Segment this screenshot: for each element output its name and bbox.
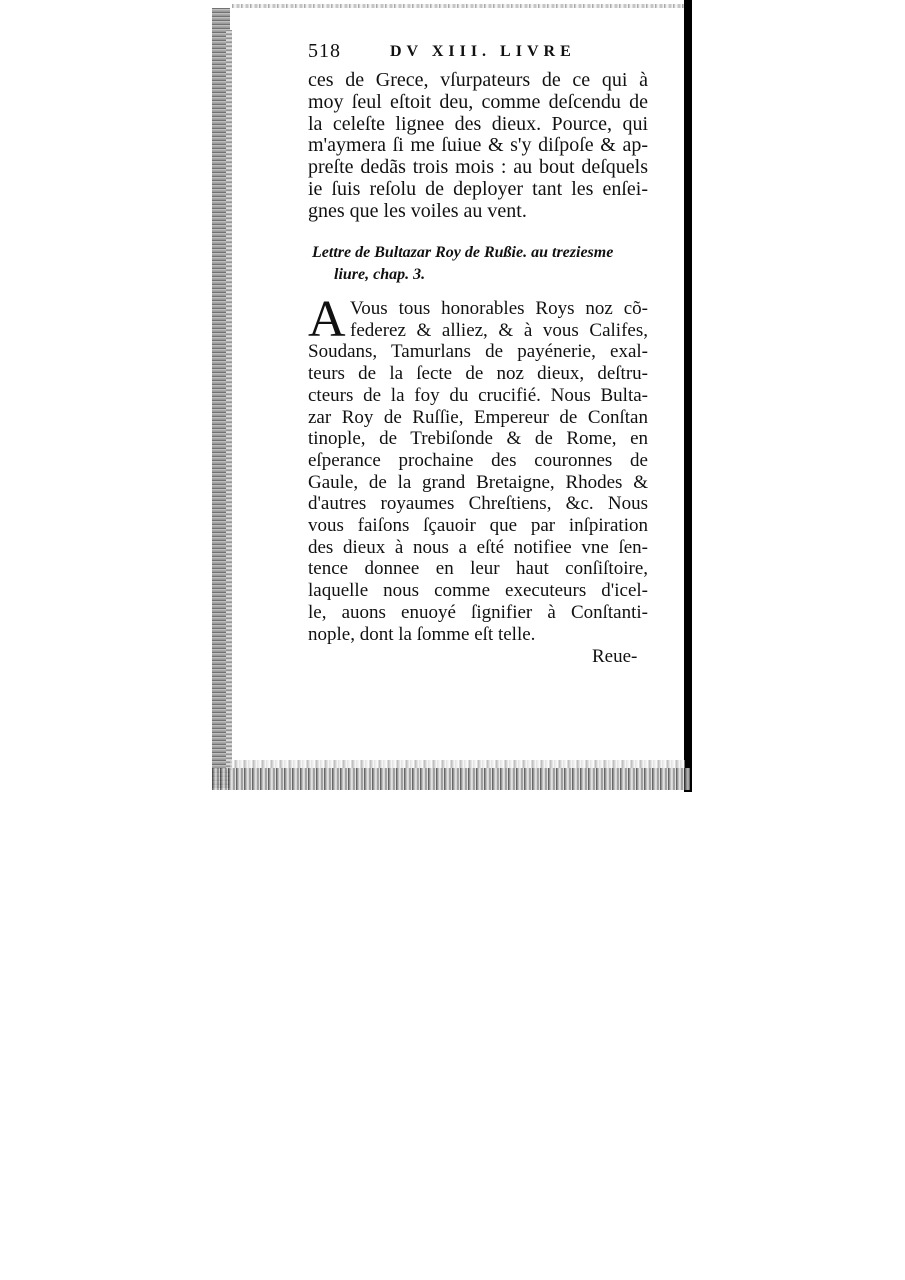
page-top-edge xyxy=(232,4,687,8)
text-line: Vous tous honorables Roys noz cõ- xyxy=(350,298,648,319)
letter-body xyxy=(308,291,648,645)
text-line: la celeſte lignee des dieux. Pource, qui xyxy=(308,112,648,135)
page-binding-shadow xyxy=(226,30,232,770)
catchword: Reue- xyxy=(592,646,638,667)
text-line: federez & alliez, & à vous Califes, xyxy=(350,319,648,341)
text-line: teurs de la ſecte de noz dieux, deſtru- xyxy=(308,363,648,385)
text-line: gnes que les voiles au vent. xyxy=(308,199,527,222)
text-line: tinople, de Trebiſonde & de Rome, en xyxy=(308,428,648,450)
text-line: eſperance prochaine des couronnes de xyxy=(308,449,648,471)
page-bottom-shadow xyxy=(230,760,685,768)
text-line: des dieux à nous a eſté notifiee vne ſen- xyxy=(308,536,648,558)
text-line: ces de Grece, vſurpateurs de ce qui à xyxy=(308,69,648,91)
text-line: Gaule, de la grand Bretaigne, Rhodes & xyxy=(308,471,648,493)
text-line: laquelle nous comme executeurs d'icel- xyxy=(308,580,648,602)
heading-line-1: Lettre de Bultazar Roy de Rußie. au treziesme xyxy=(312,244,614,261)
running-head: DV XIII. LIVRE xyxy=(390,43,576,60)
text-line: d'autres royaumes Chreſtiens, &c. Nous xyxy=(308,493,648,515)
page-number: 518 xyxy=(308,40,341,62)
section-heading xyxy=(312,242,652,286)
text-line: ie ſuis reſolu de deployer tant les enſei- xyxy=(308,177,648,200)
text-line: cteurs de la foy du crucifié. Nous Bulta- xyxy=(308,384,648,406)
drop-cap: A xyxy=(308,291,346,348)
page-right-edge xyxy=(684,0,692,792)
text-line: le, auons enuoyé ſignifier à Conſtanti- xyxy=(308,601,648,623)
text-line: preſte dedãs trois mois : au bout deſquels xyxy=(308,156,648,179)
page-header xyxy=(308,40,648,64)
text-line: nople, dont la ſomme eſt telle. xyxy=(308,623,536,645)
top-paragraph xyxy=(308,70,648,223)
page-bottom-edge xyxy=(212,768,690,790)
heading-line-2: liure, chap. 3. xyxy=(334,266,426,283)
text-line: m'aymera ſi me ſuiue & s'y diſpoſe & ap- xyxy=(308,134,648,157)
text-line: moy ſeul eſtoit deu, comme deſcendu de xyxy=(308,90,648,113)
text-line: tence donnee en leur haut conſiſtoire, xyxy=(308,558,648,580)
text-line: Soudans, Tamurlans de payénerie, exal- xyxy=(308,341,648,363)
text-line: vous faiſons ſçauoir que par inſpiration xyxy=(308,515,648,537)
text-line: zar Roy de Ruſſie, Empereur de Conſtan xyxy=(308,406,648,428)
